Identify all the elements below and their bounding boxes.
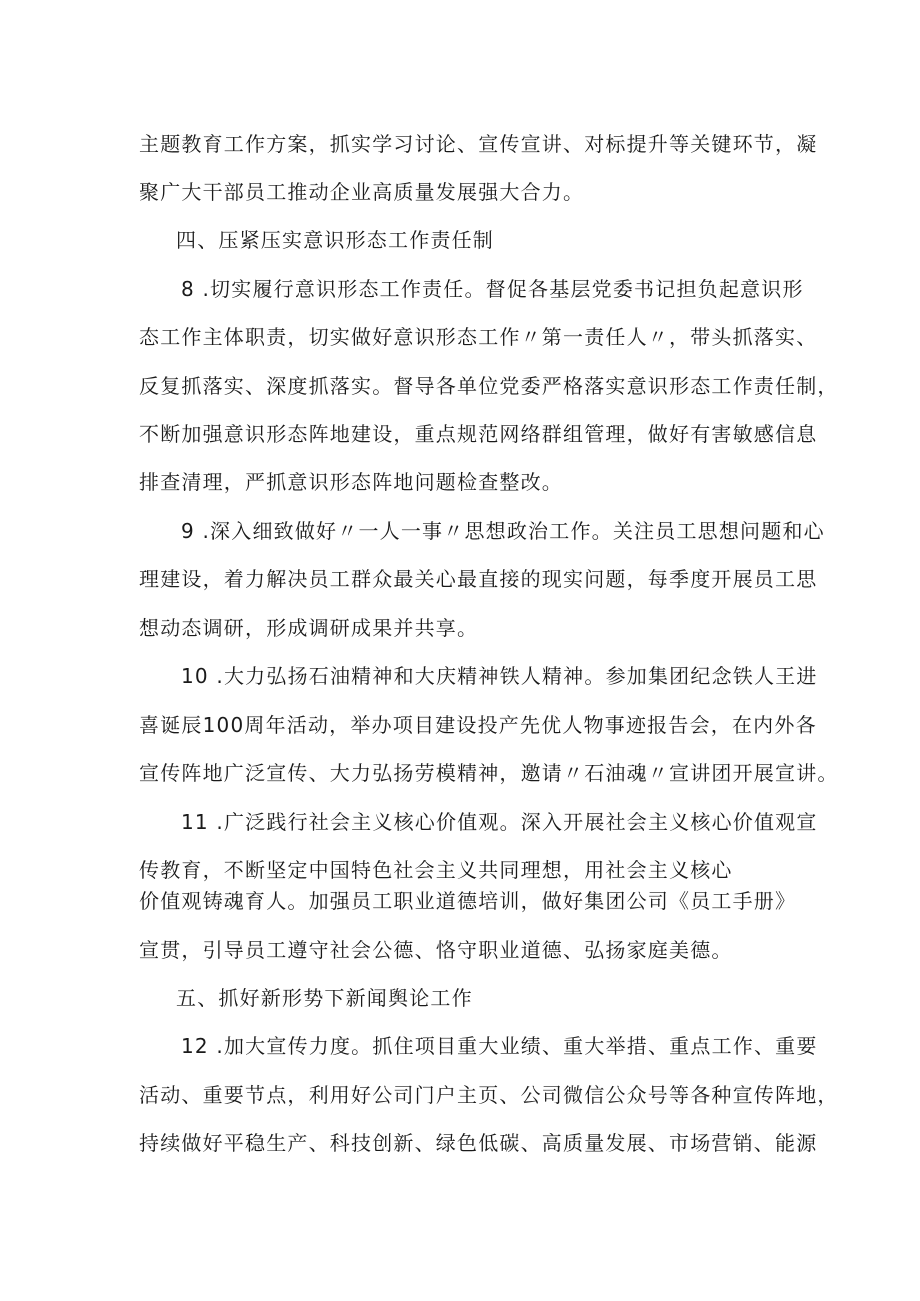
paragraph-line: 活动、重要节点，利用好公司门户主页、公司微信公众号等各种宣传阵地，: [139, 1083, 839, 1107]
paragraph-line: 12 .加大宣传力度。抓住项目重大业绩、重大举措、重点工作、重要: [181, 1034, 818, 1058]
section-heading: 五、抓好新形势下新闻舆论工作: [176, 986, 473, 1010]
paragraph-line: 宣传阵地广泛宣传、大力弘扬劳模精神，邀请〃石油魂〃宣讲团开展宣讲。: [139, 761, 839, 785]
paragraph-line: 10 .大力弘扬石油精神和大庆精神铁人精神。参加集团纪念铁人王进: [181, 664, 818, 688]
section-heading: 四、压紧压实意识形态工作责任制: [176, 228, 494, 252]
paragraph-line: 持续做好平稳生产、科技创新、绿色低碳、高质量发展、市场营销、能源: [139, 1131, 818, 1155]
paragraph-line: 喜诞辰100周年活动，举办项目建设投产先优人物事迹报告会，在内外各: [139, 713, 817, 737]
paragraph-line: 不断加强意识形态阵地建设，重点规范网络群组管理，做好有害敏感信息: [139, 422, 818, 446]
paragraph-line: 9 .深入细致做好〃一人一事〃思想政治工作。关注员工思想问题和心: [181, 519, 825, 543]
paragraph-line: 价值观铸魂育人。加强员工职业道德培训，做好集团公司《员工手册》: [139, 889, 797, 913]
paragraph-line: 反复抓落实、深度抓落实。督导各单位党委严格落实意识形态工作责任制，: [139, 374, 839, 398]
paragraph-line: 传教育，不断坚定中国特色社会主义共同理想，用社会主义核心: [139, 858, 733, 882]
paragraph-line: 排查清理，严抓意识形态阵地问题检查整改。: [139, 470, 563, 494]
paragraph-line: 理建设，着力解决员工群众最关心最直接的现实问题，每季度开展员工思: [139, 567, 818, 591]
paragraph-line: 主题教育工作方案，抓实学习讨论、宣传宣讲、对标提升等关键环节，凝: [139, 132, 818, 156]
paragraph-line: 聚广大干部员工推动企业高质量发展强大合力。: [139, 180, 585, 204]
paragraph-line: 想动态调研，形成调研成果并共享。: [139, 616, 479, 640]
paragraph-line: 态工作主体职责，切实做好意识形态工作〃第一责任人〃，带头抓落实、: [139, 325, 818, 349]
paragraph-line: 11 .广泛践行社会主义核心价值观。深入开展社会主义核心价值观宣: [181, 810, 818, 834]
paragraph-line: 8 .切实履行意识形态工作责任。督促各基层党委书记担负起意识形: [181, 277, 804, 301]
paragraph-line: 宣贯，引导员工遵守社会公德、恪守职业道德、弘扬家庭美德。: [139, 938, 733, 962]
